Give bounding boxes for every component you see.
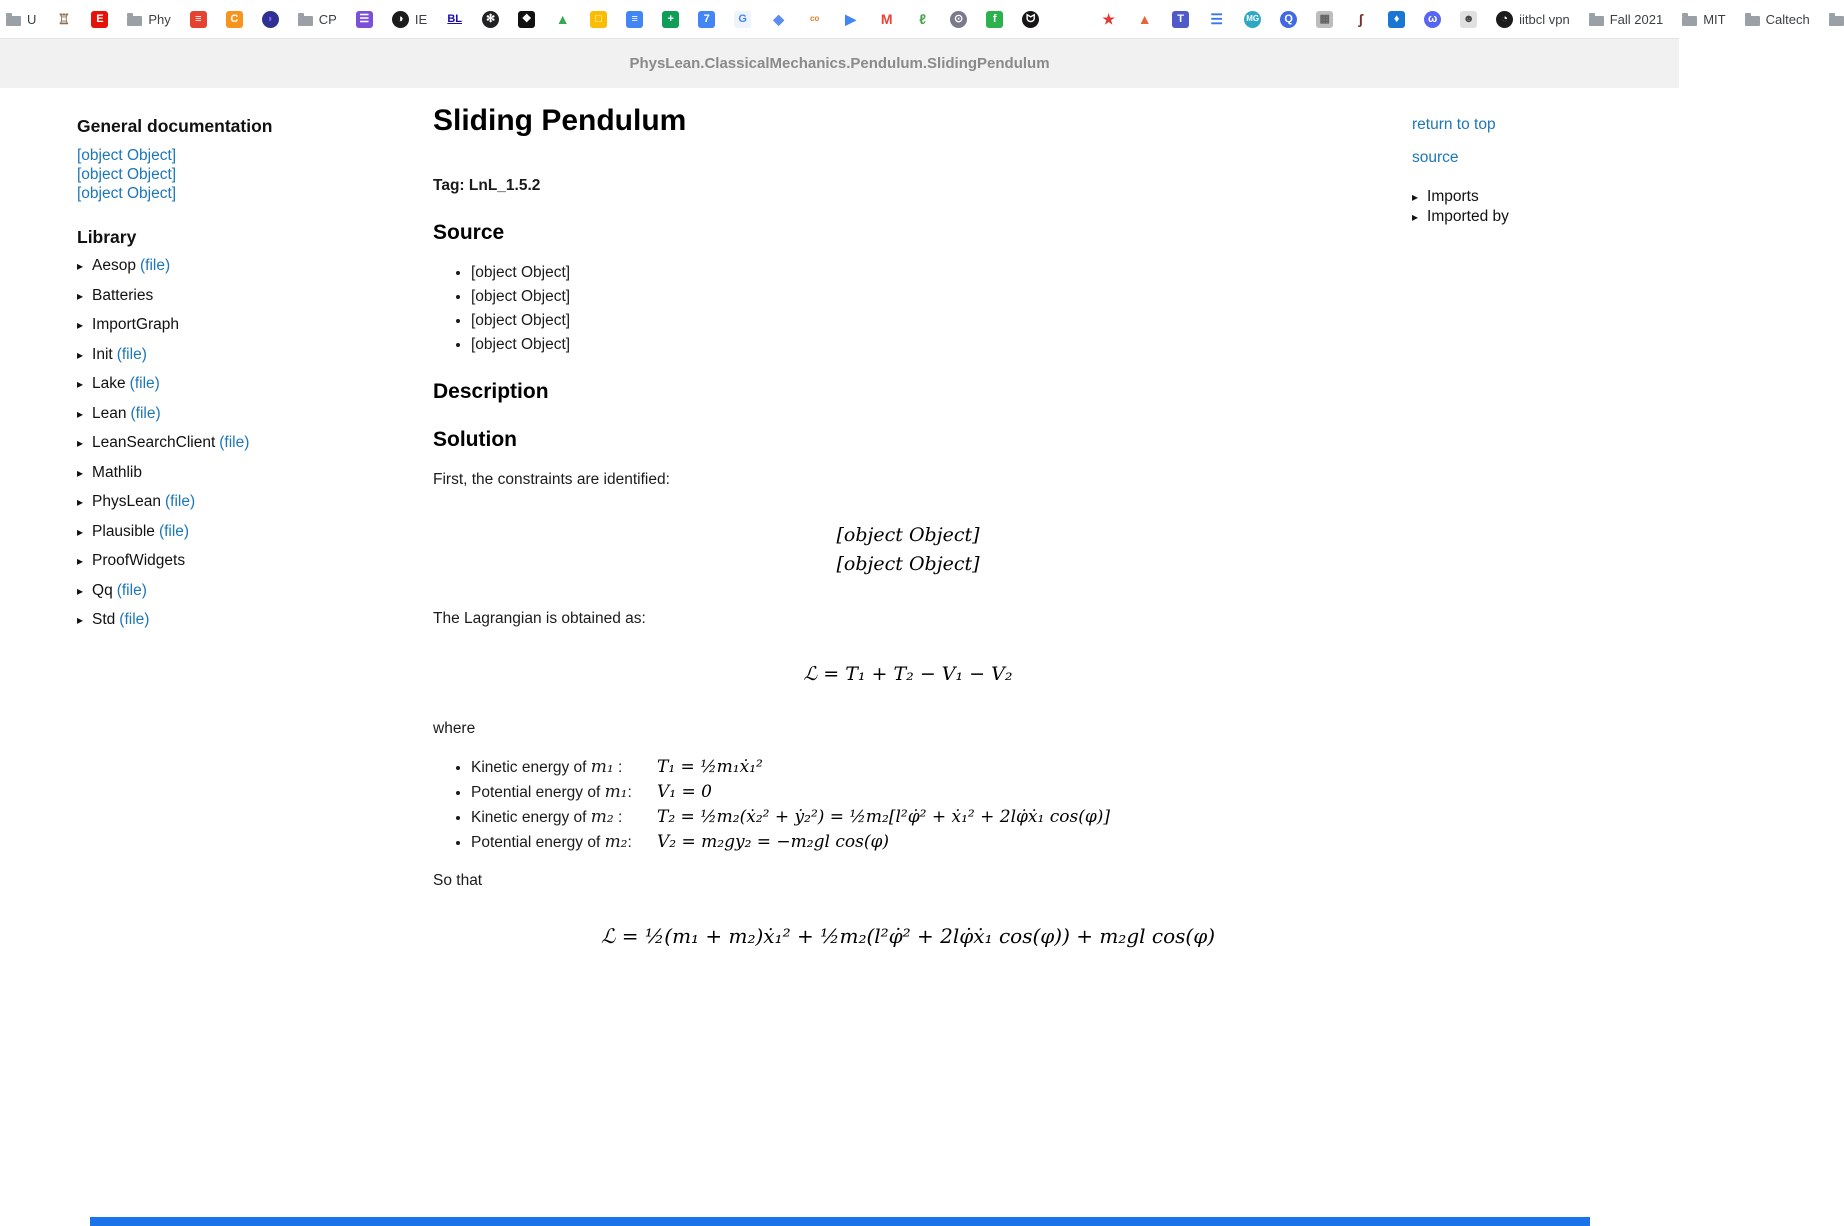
source-item: • [object Object] (471, 261, 1383, 284)
library-item-label: Init (92, 345, 113, 363)
bookmark-item[interactable] (554, 11, 571, 28)
bookmark-item[interactable] (950, 11, 967, 28)
bookmark-item[interactable] (590, 11, 607, 28)
library-item-label: LeanSearchClient (92, 434, 216, 451)
tag-value: LnL_1.5.2 (468, 177, 541, 194)
bookmark-item[interactable] (734, 11, 751, 28)
sphere-icon: ◗ (262, 11, 279, 28)
doc-link[interactable]: [object Object] (77, 185, 177, 202)
google-slides-icon: □ (590, 11, 607, 28)
energy-item (471, 806, 1383, 829)
library-item-label: Lean (92, 404, 127, 422)
signature-icon: ʃ (1358, 11, 1363, 27)
energy-label-colon: : (627, 833, 632, 851)
imports-nav-item[interactable] (1412, 187, 1632, 207)
library-item[interactable] (77, 493, 417, 511)
list-icon: ☰ (356, 11, 373, 28)
bookmark-item[interactable] (446, 11, 463, 28)
imports-nav-label: Imported by (1427, 208, 1509, 225)
bookmark-item[interactable] (878, 11, 895, 28)
star-icon: ★ (1102, 11, 1115, 27)
library-item[interactable] (77, 434, 417, 452)
file-link[interactable]: (file) (219, 434, 250, 451)
feedly-icon: f (986, 11, 1003, 28)
energy-list (453, 756, 1383, 854)
image-icon: ▦ (1316, 11, 1333, 28)
bookmark-label: CP (318, 11, 337, 27)
google-translate-icon: G (734, 11, 751, 28)
bookmark-item[interactable] (842, 11, 859, 28)
general-docs-heading: General documentation (77, 116, 273, 136)
collapse-triangle-icon[interactable] (77, 493, 83, 511)
constraints-intro: First, the constraints are identified: (433, 471, 670, 488)
tag-label: Tag: (433, 177, 465, 194)
right-sidebar (1412, 116, 1632, 227)
source-list (453, 261, 1383, 356)
file-link[interactable]: (file) (116, 581, 147, 599)
file-link[interactable]: (file) (129, 375, 160, 392)
drop-icon: ♦ (1388, 11, 1405, 28)
bookmark-item[interactable] (1388, 11, 1405, 28)
portrait-icon: ☻ (1460, 11, 1477, 28)
library-item-label: Mathlib (92, 463, 142, 481)
bookmark-item[interactable] (1280, 11, 1297, 28)
source-heading: Source (433, 221, 505, 244)
folder-icon (1829, 16, 1844, 26)
bookmark-item[interactable] (356, 11, 373, 28)
solution-heading: Solution (433, 428, 517, 451)
folder-icon (127, 16, 142, 26)
equation-line: ℒ = T₁ + T₂ − V₁ − V₂ (803, 663, 1013, 685)
tower-icon: ♖ (57, 11, 71, 27)
bookmark-item[interactable] (91, 11, 108, 28)
bookmark-item[interactable] (1424, 11, 1441, 28)
energy-mass-variable: m₂ (604, 831, 628, 852)
bookmark-item[interactable] (770, 11, 787, 28)
bookmark-item[interactable] (1829, 13, 1844, 26)
collapse-triangle-icon[interactable] (77, 257, 83, 275)
library-item[interactable] (77, 316, 417, 334)
module-header-bar (0, 38, 1679, 88)
imports-nav (1412, 187, 1632, 227)
library-item-label: Lake (92, 375, 126, 392)
play-icon: ▶ (845, 11, 857, 27)
bookmark-item[interactable] (1022, 11, 1039, 28)
folder-icon (298, 16, 313, 26)
folder-icon (6, 16, 21, 26)
energy-label (471, 781, 657, 804)
bookmark-item[interactable] (1589, 12, 1663, 27)
bookmark-label: Fall 2021 (1609, 11, 1664, 27)
economist-icon: E (91, 11, 108, 28)
source-item: • [object Object] (471, 285, 1383, 308)
bottom-scroll-bar[interactable] (90, 1217, 1590, 1226)
main-content (433, 96, 1383, 979)
q-icon: Q (1280, 11, 1297, 28)
energy-formula: V₂ = m₂gy₂ = −m₂gl cos(φ) (657, 831, 889, 852)
bookmark-label: Phy (148, 11, 171, 27)
file-link[interactable]: (file) (158, 522, 190, 540)
bookmark-item[interactable] (55, 11, 72, 28)
bookmark-item[interactable] (914, 11, 931, 28)
bookmark-item[interactable] (1316, 11, 1333, 28)
library-item[interactable] (77, 346, 417, 364)
library-item[interactable] (77, 582, 417, 600)
vpn-globe-icon: ◔ (1496, 11, 1513, 28)
openai-flower-icon: ✻ (482, 11, 499, 28)
library-heading: Library (77, 227, 137, 247)
bookmark-item[interactable] (127, 12, 170, 27)
bookmark-item[interactable] (1496, 11, 1570, 28)
where-label: where (433, 720, 476, 737)
energy-formula: T₂ = ½m₂(ẋ₂² + ẏ₂²) = ½m₂[l²φ̇² + ẋ₁² + 2lφ̇ẋ₁ cos(φ)] (657, 806, 1111, 827)
so-that-label: So that (433, 872, 483, 889)
folder-icon (1745, 16, 1760, 26)
bookmark-item[interactable] (986, 11, 1003, 28)
description-heading: Description (433, 380, 549, 403)
library-item-label: PhysLean (92, 493, 161, 510)
energy-mass-variable: m₁ (590, 756, 614, 777)
bookmark-item[interactable] (298, 12, 337, 27)
energy-item (471, 781, 1383, 804)
energy-label-text: Kinetic energy of (471, 758, 591, 776)
module-path: PhysLean.ClassicalMechanics.Pendulum.SlidingPendulum (629, 55, 1050, 72)
bookmark-item[interactable] (1352, 11, 1369, 28)
file-link[interactable]: (file) (139, 257, 171, 274)
constraints-equations (433, 521, 1383, 579)
bookmark-item[interactable] (626, 11, 643, 28)
collapse-triangle-icon[interactable] (1412, 187, 1418, 207)
equation-line: [object Object] (836, 553, 980, 575)
energy-label-colon: : (627, 783, 632, 801)
imports-nav-item[interactable] (1412, 207, 1632, 227)
energy-label-colon: : (613, 758, 623, 776)
bookmark-item[interactable] (518, 11, 535, 28)
bookmark-label: MIT (1703, 11, 1726, 27)
bookmark-item[interactable] (6, 12, 36, 27)
bookmark-item[interactable] (1745, 12, 1810, 27)
library-item-label: Qq (92, 581, 113, 599)
lagrangian-sum-equation (433, 660, 1383, 689)
collapse-triangle-icon[interactable] (77, 316, 83, 334)
collapse-triangle-icon[interactable] (77, 287, 83, 305)
library-item[interactable] (77, 287, 417, 305)
library-item-label: Std (92, 611, 116, 628)
final-lagrangian-equation (433, 922, 1383, 951)
collapse-triangle-icon[interactable] (77, 405, 83, 423)
library-item[interactable] (77, 523, 417, 541)
bookmark-item[interactable] (190, 11, 207, 28)
energy-label (471, 756, 657, 779)
bookmark-item[interactable] (1208, 11, 1225, 28)
bookmark-item[interactable] (1058, 11, 1117, 28)
energy-item (471, 756, 1383, 779)
folder-icon (1682, 16, 1697, 26)
source-item: • [object Object] (471, 333, 1383, 356)
collapse-triangle-icon[interactable] (77, 611, 83, 629)
return-to-top-link[interactable]: return to top (1412, 116, 1496, 133)
file-link[interactable]: (file) (119, 611, 150, 628)
energy-formula: V₁ = 0 (657, 781, 712, 802)
collapse-triangle-icon[interactable] (77, 464, 83, 482)
bookmark-item[interactable] (662, 11, 679, 28)
bookmark-item[interactable] (1682, 12, 1725, 27)
file-link[interactable]: (file) (130, 404, 161, 422)
library-item-label: Aesop (92, 257, 136, 274)
power-icon: ⊙ (950, 11, 967, 28)
google-docs-icon: ≡ (626, 11, 643, 28)
bookmark-label: IE (414, 11, 428, 27)
library-item-label: Plausible (92, 522, 155, 540)
collapse-triangle-icon[interactable] (77, 552, 83, 570)
bookmark-label: Caltech (1765, 11, 1810, 27)
energy-formula: T₁ = ½m₁ẋ₁² (657, 756, 763, 777)
bookmark-item[interactable] (1460, 11, 1477, 28)
bookmark-label: U (27, 11, 37, 27)
tag-line (433, 174, 1383, 197)
library-tree (77, 257, 417, 629)
todoist-icon: ≡ (190, 11, 207, 28)
doc-link[interactable]: [object Object] (77, 166, 177, 183)
google-sheets-icon: + (662, 11, 679, 28)
library-item-label: ImportGraph (92, 316, 180, 333)
teams-icon: T (1172, 11, 1189, 28)
folder-icon (1589, 16, 1604, 26)
energy-label-text: Potential energy of (471, 783, 605, 801)
energy-mass-variable: m₁ (604, 781, 628, 802)
energy-label (471, 806, 657, 829)
bookmark-item[interactable] (226, 11, 243, 28)
library-item-label: ProofWidgets (92, 552, 186, 569)
file-link[interactable]: (file) (116, 345, 147, 363)
qr-grid-icon: ❖ (518, 11, 535, 28)
library-item[interactable] (77, 611, 417, 629)
collapse-triangle-icon[interactable] (77, 523, 83, 541)
bookmarks-bar (0, 0, 1810, 38)
library-item[interactable] (77, 464, 417, 482)
bookmark-item[interactable] (482, 11, 499, 28)
c-icon: C (226, 11, 243, 28)
energy-label-text: Potential energy of (471, 833, 605, 851)
lagrangian-intro: The Lagrangian is obtained as: (433, 610, 646, 627)
mg-icon: MG (1244, 11, 1261, 28)
bookmark-item[interactable] (1172, 11, 1189, 28)
doc-link[interactable]: [object Object] (77, 147, 177, 164)
bookmark-item[interactable] (806, 11, 823, 28)
google-calendar-icon: 7 (698, 11, 715, 28)
collapse-triangle-icon[interactable] (77, 434, 83, 452)
collapse-triangle-icon[interactable] (1412, 207, 1418, 227)
bl-icon: BL (447, 12, 462, 25)
gmail-icon: M (880, 11, 893, 27)
collapse-triangle-icon[interactable] (77, 582, 83, 600)
google-drive-icon: ▲ (555, 11, 570, 27)
collapse-triangle-icon[interactable] (77, 346, 83, 364)
source-link[interactable]: source (1412, 149, 1459, 166)
matlab-icon: ▲ (1137, 11, 1152, 27)
page-title: Sliding Pendulum (433, 104, 687, 137)
bookmark-label: iitbcl vpn (1519, 11, 1570, 27)
file-link[interactable]: (file) (164, 493, 196, 510)
energy-mass-variable: m₂ (590, 806, 614, 827)
energy-label-colon: : (613, 808, 623, 826)
library-item[interactable] (77, 552, 417, 570)
lines-icon: ☰ (1210, 11, 1223, 27)
equation-line: ℒ = ½(m₁ + m₂)ẋ₁² + ½m₂(l²φ̇² + 2lφ̇ẋ₁ cos(φ)) + m₂gl cos(φ) (601, 924, 1215, 948)
energy-label-text: Kinetic energy of (471, 808, 591, 826)
library-item-label: Batteries (92, 286, 154, 304)
co-icon: co (809, 14, 820, 23)
ie-globe-icon: ◑ (392, 11, 409, 28)
source-item: • [object Object] (471, 309, 1383, 332)
library-item[interactable] (77, 405, 417, 423)
bookmark-item[interactable] (1244, 11, 1261, 28)
energy-item (471, 831, 1383, 854)
left-sidebar (77, 116, 417, 641)
collapse-triangle-icon[interactable] (77, 375, 83, 393)
bookmark-item[interactable] (698, 11, 715, 28)
discord-icon: ω (1424, 11, 1441, 28)
bookmark-item[interactable] (262, 11, 279, 28)
gradescope-icon: ◆ (773, 11, 785, 27)
overleaf-icon: ℓ (919, 11, 927, 27)
equation-line: [object Object] (836, 524, 980, 546)
github-icon: ᗢ (1022, 11, 1039, 28)
bookmark-item[interactable] (1136, 11, 1153, 28)
imports-nav-label: Imports (1427, 188, 1479, 205)
bookmark-item[interactable] (392, 11, 427, 28)
library-item[interactable] (77, 257, 417, 275)
general-doc-links (77, 146, 417, 203)
energy-label (471, 831, 657, 854)
library-item[interactable] (77, 375, 417, 393)
